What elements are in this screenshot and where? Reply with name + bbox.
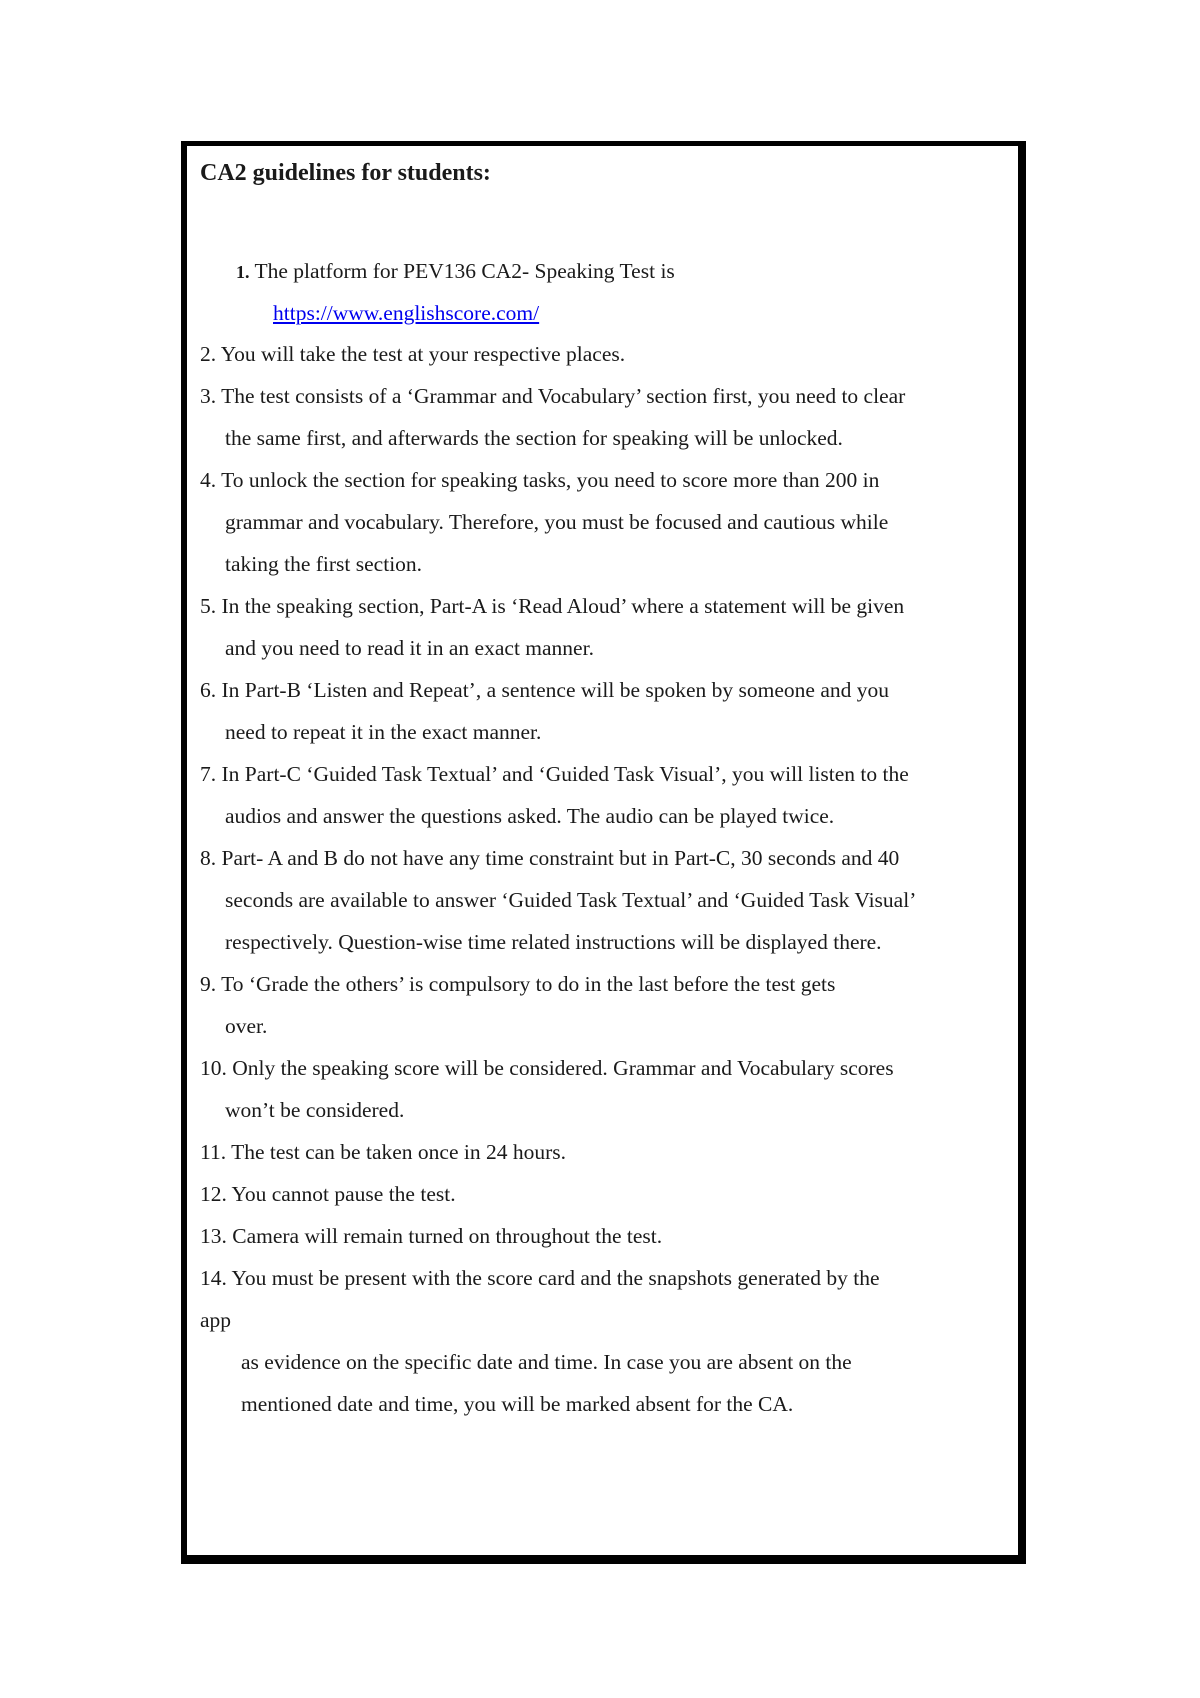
guideline-item-10: 10. Only the speaking score will be considered. Grammar and Vocabulary scores (200, 1056, 894, 1080)
guideline-item-14-cont: mentioned date and time, you will be marked absent for the CA. (241, 1392, 794, 1416)
guideline-item-14: 14. You must be present with the score card and the snapshots generated by the (200, 1266, 880, 1290)
item-number: 1. (236, 262, 250, 282)
guideline-item-12: 12. You cannot pause the test. (200, 1182, 456, 1206)
guideline-item-4: 4. To unlock the section for speaking tasks, you need to score more than 200 in (200, 468, 880, 492)
guideline-item-6-cont: need to repeat it in the exact manner. (225, 720, 542, 744)
guideline-item-7-cont: audios and answer the questions asked. The audio can be played twice. (225, 804, 835, 828)
guideline-item-9: 9. To ‘Grade the others’ is compulsory to do in the last before the test gets (200, 972, 836, 996)
guideline-item-1 (236, 256, 675, 287)
guideline-item-7: 7. In Part-C ‘Guided Task Textual’ and ‘Guided Task Visual’, you will listen to the (200, 762, 909, 786)
guideline-item-3-cont: the same first, and afterwards the section for speaking will be unlocked. (225, 426, 843, 450)
guideline-item-6: 6. In Part-B ‘Listen and Repeat’, a sentence will be spoken by someone and you (200, 678, 890, 702)
guideline-item-2: 2. You will take the test at your respective places. (200, 342, 626, 366)
guideline-item-14-cont: as evidence on the specific date and time. In case you are absent on the (241, 1350, 852, 1374)
guideline-item-10-cont: won’t be considered. (225, 1098, 405, 1122)
guideline-item-8-cont: respectively. Question-wise time related instructions will be displayed there. (225, 930, 882, 954)
guideline-item-9-cont: over. (225, 1014, 268, 1038)
platform-link[interactable]: https://www.englishscore.com/ (273, 301, 540, 325)
guideline-item-8-cont: seconds are available to answer ‘Guided Task Textual’ and ‘Guided Task Visual’ (225, 888, 917, 912)
guideline-item-4-cont: grammar and vocabulary. Therefore, you must be focused and cautious while (225, 510, 889, 534)
guideline-item-11: 11. The test can be taken once in 24 hours. (200, 1140, 566, 1164)
platform-link-line (273, 298, 539, 328)
guideline-item-4-cont: taking the first section. (225, 552, 423, 576)
guideline-item-8: 8. Part- A and B do not have any time constraint but in Part-C, 30 seconds and 40 (200, 846, 900, 870)
guideline-item-5-cont: and you need to read it in an exact manner. (225, 636, 594, 660)
page-title: CA2 guidelines for students: (200, 160, 491, 186)
guideline-item-14-cont: app (200, 1308, 232, 1332)
guideline-item-5: 5. In the speaking section, Part-A is ‘Read Aloud’ where a statement will be given (200, 594, 905, 618)
item-text: The platform for PEV136 CA2- Speaking Test is (254, 259, 675, 283)
guideline-item-13: 13. Camera will remain turned on throughout the test. (200, 1224, 663, 1248)
guideline-item-3: 3. The test consists of a ‘Grammar and Vocabulary’ section first, you need to clear (200, 384, 906, 408)
